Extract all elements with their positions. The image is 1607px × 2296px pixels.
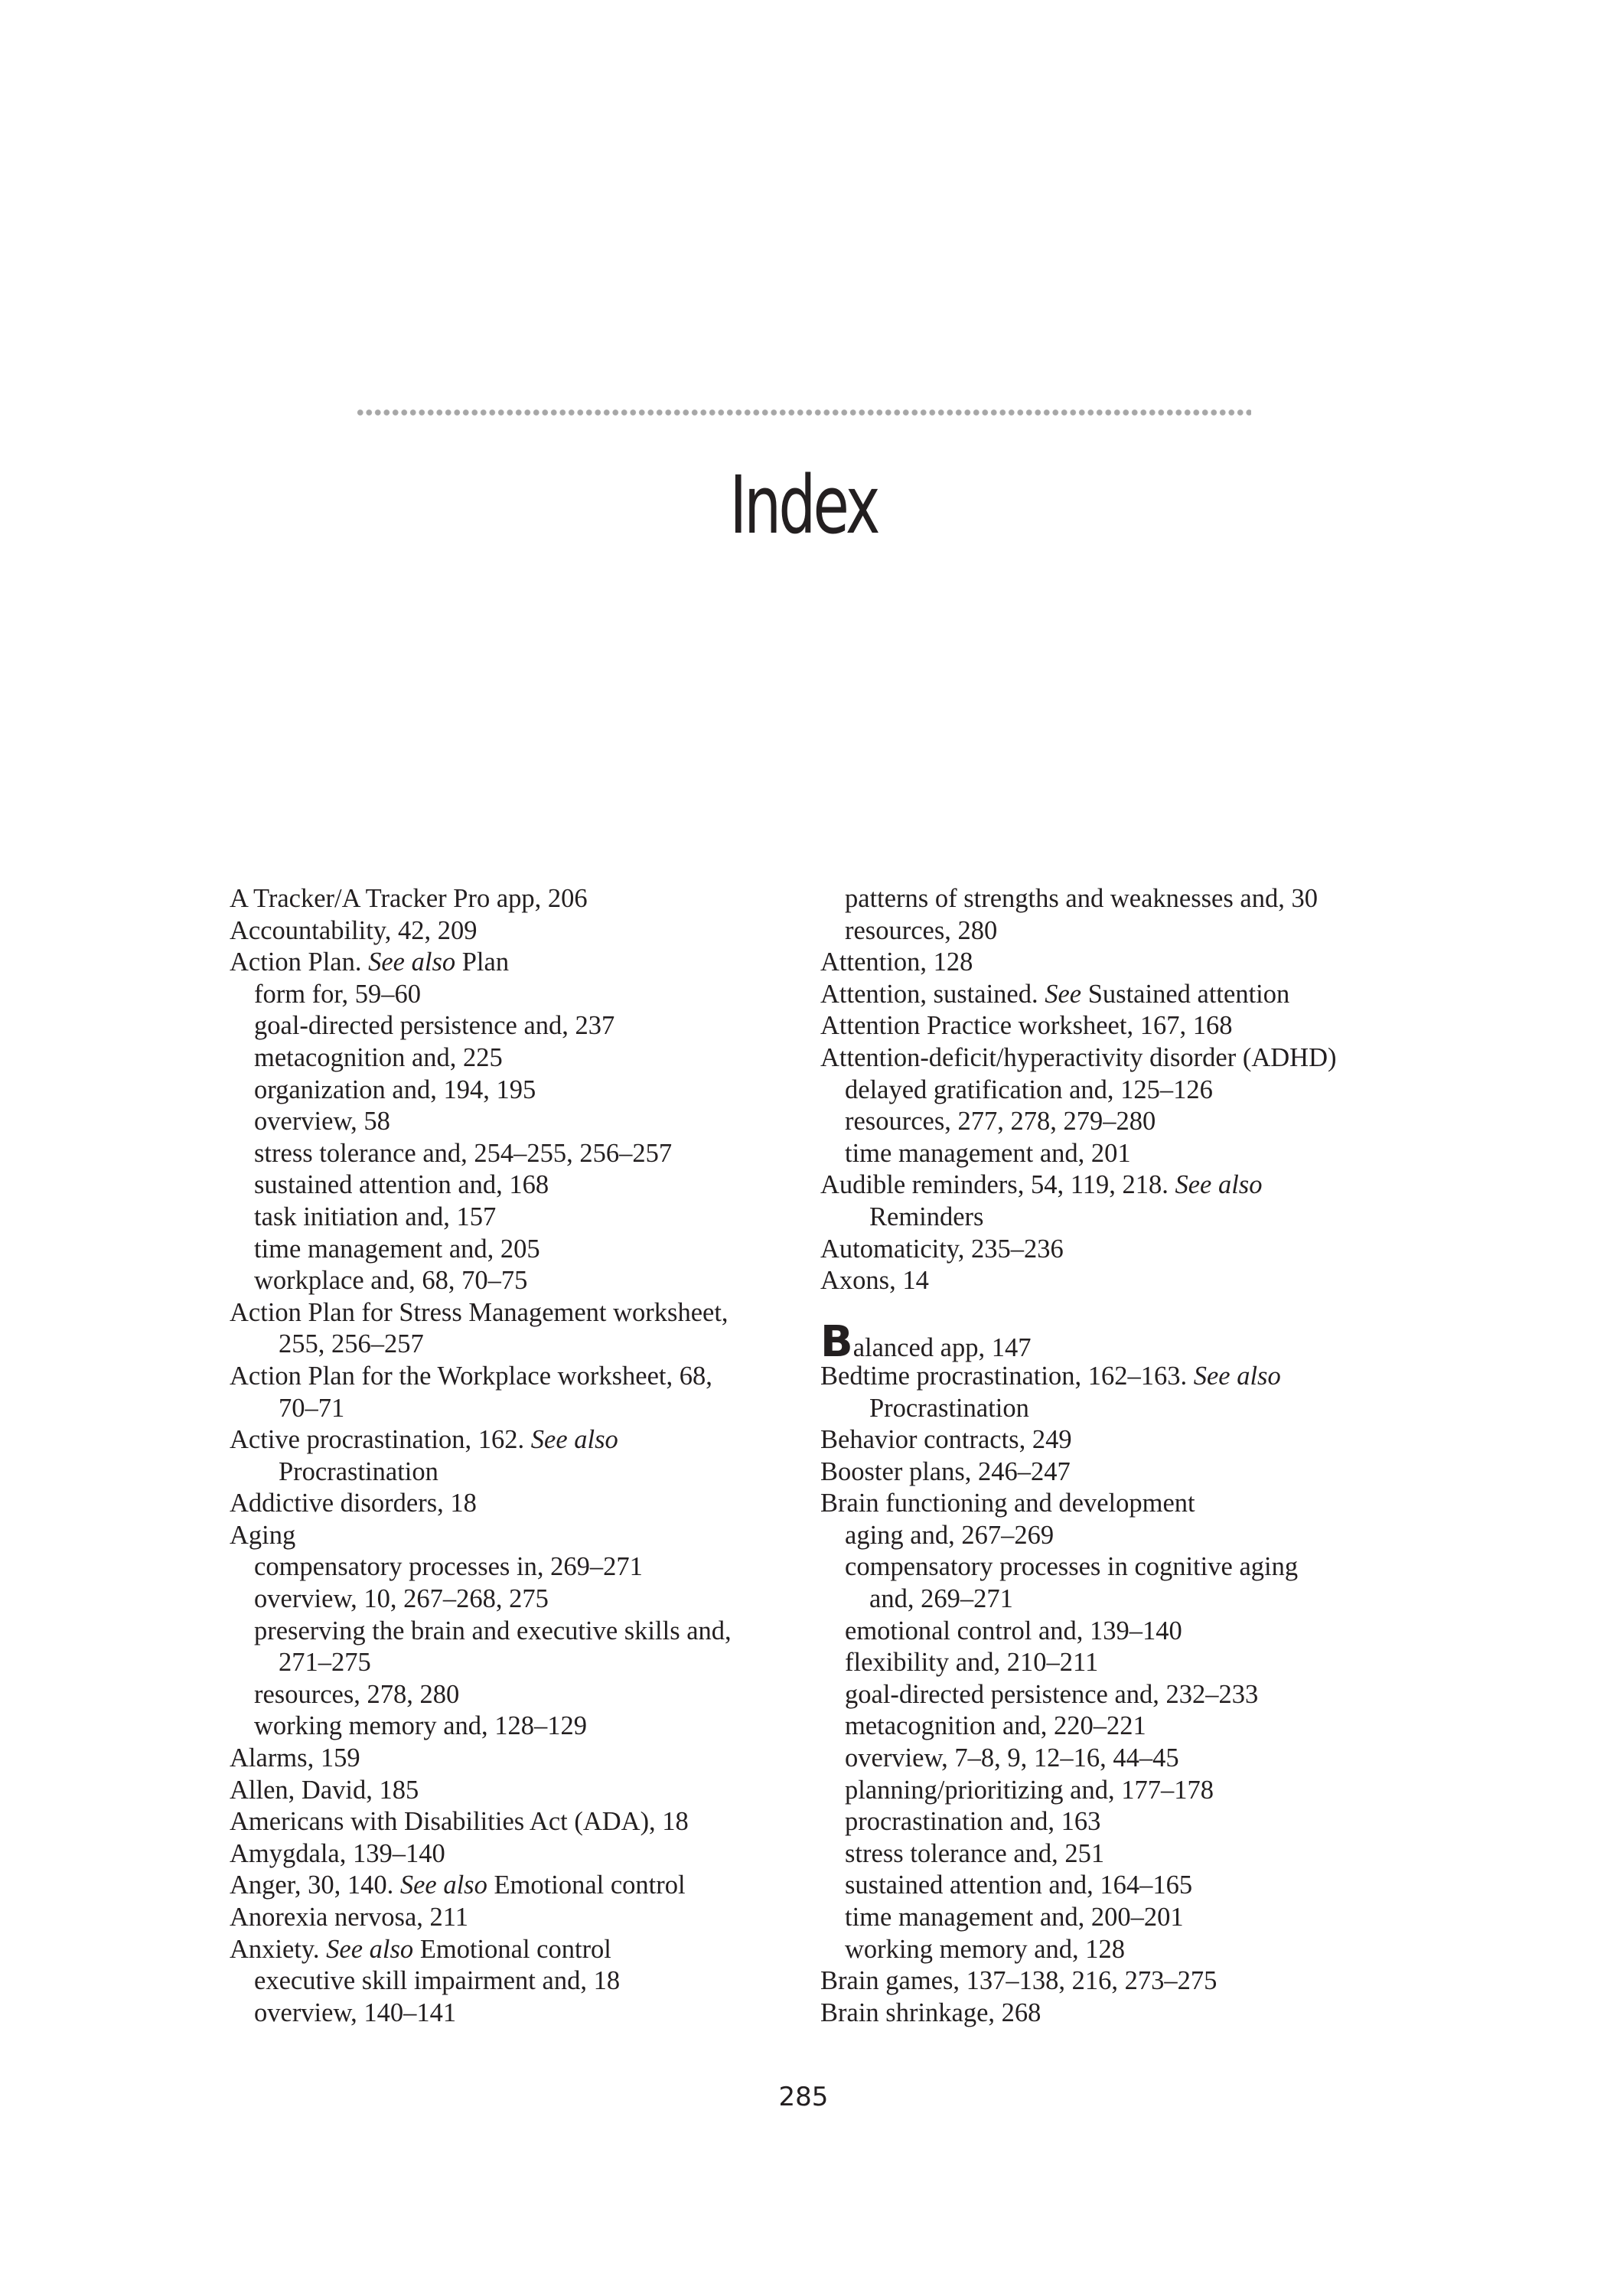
cross-reference-label: See also	[1193, 1361, 1281, 1391]
entry-text: patterns of strengths and weaknesses and, 30	[845, 884, 1318, 913]
index-entry-continuation	[230, 1647, 811, 1679]
entry-text: emotional control and, 139–140	[845, 1616, 1182, 1645]
index-entry	[230, 947, 811, 979]
entry-text: preserving the brain and executive skills and,	[254, 1616, 732, 1645]
index-subentry	[820, 915, 1402, 947]
entry-text: Anxiety.	[230, 1934, 327, 1964]
entry-text: form for, 59–60	[254, 979, 422, 1009]
index-entry	[820, 1234, 1402, 1266]
index-entry	[230, 1488, 811, 1520]
entry-text: time management and, 201	[845, 1138, 1131, 1168]
entry-text: executive skill impairment and, 18	[254, 1966, 621, 1996]
index-subentry	[230, 1169, 811, 1202]
index-entry	[820, 947, 1402, 979]
entry-text: time management and, 205	[254, 1234, 540, 1264]
section-gap	[820, 1297, 1402, 1329]
index-subentry	[230, 1551, 811, 1583]
index-entry	[820, 1488, 1402, 1520]
entry-text: Americans with Disabilities Act (ADA), 18	[230, 1807, 689, 1837]
index-entry	[230, 1297, 811, 1329]
index-entry	[230, 1520, 811, 1552]
index-subentry	[230, 1616, 811, 1648]
index-subentry	[820, 1902, 1402, 1934]
index-subentry	[820, 1679, 1402, 1711]
index-subentry	[230, 979, 811, 1011]
index-entry	[820, 1042, 1402, 1075]
entry-text: procrastination and, 163	[845, 1807, 1101, 1837]
entry-text: Action Plan for the Workplace worksheet, 68,	[230, 1361, 712, 1391]
cross-reference-target: Emotional control	[487, 1870, 686, 1900]
entry-text: Booster plans, 246–247	[820, 1456, 1071, 1486]
entry-text: stress tolerance and, 251	[845, 1838, 1105, 1868]
page-number: 285	[778, 2082, 829, 2112]
index-subentry	[230, 1202, 811, 1234]
entry-text: metacognition and, 225	[254, 1042, 503, 1072]
index-entry	[820, 979, 1402, 1011]
index-subentry	[820, 1075, 1402, 1107]
index-entry	[230, 915, 811, 947]
index-subentry	[820, 1616, 1402, 1648]
index-subentry	[230, 1265, 811, 1297]
index-subentry	[820, 1806, 1402, 1838]
index-subentry	[230, 1711, 811, 1743]
entry-text: Attention, sustained.	[820, 979, 1045, 1009]
entry-text: Accountability, 42, 209	[230, 915, 478, 945]
entry-text: Audible reminders, 54, 119, 218.	[820, 1170, 1175, 1200]
entry-text: organization and, 194, 195	[254, 1075, 536, 1104]
index-entry	[820, 1317, 1402, 1368]
entry-text: alanced app, 147	[852, 1333, 1032, 1363]
entry-text: overview, 10, 267–268, 275	[254, 1584, 549, 1614]
entry-text: Action Plan.	[230, 947, 369, 977]
entry-text: compensatory processes in cognitive aging	[845, 1552, 1299, 1582]
index-subentry	[820, 1138, 1402, 1170]
index-subentry	[820, 1520, 1402, 1552]
cross-reference-target: Emotional control	[413, 1934, 611, 1964]
entry-text: compensatory processes in, 269–271	[254, 1552, 643, 1582]
index-entry	[820, 1456, 1402, 1489]
entry-text: goal-directed persistence and, 237	[254, 1011, 615, 1041]
entry-text: overview, 7–8, 9, 12–16, 44–45	[845, 1743, 1179, 1773]
index-column-left	[230, 883, 811, 2029]
entry-text: Attention, 128	[820, 947, 973, 977]
index-entry	[230, 1743, 811, 1775]
cross-reference-label: See also	[399, 1870, 487, 1900]
index-subentry	[230, 1998, 811, 2030]
index-subentry	[230, 1075, 811, 1107]
entry-text: and, 269–271	[869, 1584, 1013, 1614]
entry-text: Brain games, 137–138, 216, 273–275	[820, 1966, 1217, 1996]
index-subentry	[820, 1106, 1402, 1138]
index-entry	[820, 1169, 1402, 1202]
index-entry-continuation	[230, 1393, 811, 1425]
entry-text: goal-directed persistence and, 232–233	[845, 1679, 1259, 1709]
index-entry	[230, 1838, 811, 1870]
index-entry	[820, 1998, 1402, 2030]
index-entry	[230, 883, 811, 915]
entry-text: Brain shrinkage, 268	[820, 1998, 1041, 2027]
entry-text: sustained attention and, 164–165	[845, 1870, 1193, 1900]
entry-text: workplace and, 68, 70–75	[254, 1266, 528, 1296]
index-entry-continuation	[820, 1393, 1402, 1425]
entry-text: Bedtime procrastination, 162–163.	[820, 1361, 1194, 1391]
index-entry	[230, 1775, 811, 1807]
entry-text: 255, 256–257	[279, 1329, 424, 1359]
entry-text: Behavior contracts, 249	[820, 1425, 1072, 1455]
index-entry	[230, 1424, 811, 1456]
index-entry-continuation	[820, 1202, 1402, 1234]
entry-text: Attention Practice worksheet, 167, 168	[820, 1011, 1233, 1041]
index-entry	[820, 1424, 1402, 1456]
index-subentry	[820, 1775, 1402, 1807]
entry-text: Aging	[230, 1520, 296, 1550]
index-entry	[230, 1870, 811, 1902]
index-subentry	[230, 1679, 811, 1711]
entry-text: resources, 280	[845, 915, 998, 945]
entry-text: resources, 278, 280	[254, 1679, 460, 1709]
entry-text: Addictive disorders, 18	[230, 1489, 477, 1518]
index-subentry	[820, 1934, 1402, 1966]
index-subentry	[230, 1010, 811, 1042]
index-entry-continuation	[230, 1456, 811, 1489]
index-entry	[820, 1965, 1402, 1998]
cross-reference-target: Sustained attention	[1081, 979, 1290, 1009]
cross-reference-label: See also	[368, 947, 456, 977]
cross-reference-target: Plan	[455, 947, 510, 977]
entry-text: Alarms, 159	[230, 1743, 360, 1773]
entry-text: Reminders	[869, 1202, 984, 1231]
cross-reference-label: See also	[530, 1425, 618, 1455]
entry-text: Amygdala, 139–140	[230, 1838, 445, 1868]
entry-text: task initiation and, 157	[254, 1202, 497, 1231]
index-subentry	[820, 1647, 1402, 1679]
index-subentry	[230, 1965, 811, 1998]
entry-text: overview, 58	[254, 1107, 390, 1137]
index-subentry	[820, 1711, 1402, 1743]
cross-reference-label: See also	[326, 1934, 414, 1964]
entry-text: time management and, 200–201	[845, 1903, 1184, 1932]
index-subentry	[230, 1138, 811, 1170]
index-entry	[230, 1934, 811, 1966]
index-subentry	[820, 1743, 1402, 1775]
entry-text: Active procrastination, 162.	[230, 1425, 531, 1455]
index-subentry	[820, 1870, 1402, 1902]
index-entry	[820, 1010, 1402, 1042]
entry-text: flexibility and, 210–211	[845, 1648, 1099, 1678]
entry-text: overview, 140–141	[254, 1998, 457, 2027]
index-entry	[230, 1361, 811, 1393]
entry-text: A Tracker/A Tracker Pro app, 206	[230, 884, 588, 913]
entry-text: Axons, 14	[820, 1266, 929, 1296]
entry-text: Allen, David, 185	[230, 1775, 419, 1805]
entry-text: Attention-deficit/hyperactivity disorder (ADHD)	[820, 1042, 1337, 1072]
index-entry	[820, 1361, 1402, 1393]
entry-text: Action Plan for Stress Management worksheet,	[230, 1297, 729, 1327]
dotted-rule	[356, 407, 1251, 418]
index-subentry	[230, 1583, 811, 1616]
index-entry-continuation	[230, 1329, 811, 1361]
entry-text: Brain functioning and development	[820, 1489, 1195, 1518]
entry-text: planning/prioritizing and, 177–178	[845, 1775, 1214, 1805]
entry-text: working memory and, 128–129	[254, 1711, 588, 1741]
entry-text: resources, 277, 278, 279–280	[845, 1107, 1156, 1137]
entry-text: Procrastination	[869, 1393, 1029, 1423]
entry-text: 271–275	[279, 1648, 371, 1678]
entry-text: aging and, 267–269	[845, 1520, 1054, 1550]
index-entry	[230, 1806, 811, 1838]
entry-text: stress tolerance and, 254–255, 256–257	[254, 1138, 673, 1168]
cross-reference-label: See also	[1175, 1170, 1263, 1200]
index-subentry	[820, 883, 1402, 915]
entry-text: 70–71	[279, 1393, 345, 1423]
index-subentry	[820, 1838, 1402, 1870]
section-letter: B	[820, 1317, 853, 1368]
index-entry	[820, 1265, 1402, 1297]
entry-text: Automaticity, 235–236	[820, 1234, 1064, 1264]
entry-text: sustained attention and, 168	[254, 1170, 549, 1200]
index-column-right	[820, 883, 1402, 2029]
entry-text: Anorexia nervosa, 211	[230, 1903, 468, 1932]
entry-text: Procrastination	[279, 1456, 438, 1486]
index-subentry	[230, 1106, 811, 1138]
entry-text: working memory and, 128	[845, 1934, 1126, 1964]
entry-text: metacognition and, 220–221	[845, 1711, 1146, 1741]
cross-reference-label: See	[1045, 979, 1082, 1009]
entry-text: delayed gratification and, 125–126	[845, 1075, 1213, 1104]
index-entry-continuation	[820, 1583, 1402, 1616]
index-subentry	[820, 1551, 1402, 1583]
entry-text: Anger, 30, 140.	[230, 1870, 400, 1900]
index-subentry	[230, 1042, 811, 1075]
page-title: Index	[729, 458, 878, 552]
index-subentry	[230, 1234, 811, 1266]
index-entry	[230, 1902, 811, 1934]
